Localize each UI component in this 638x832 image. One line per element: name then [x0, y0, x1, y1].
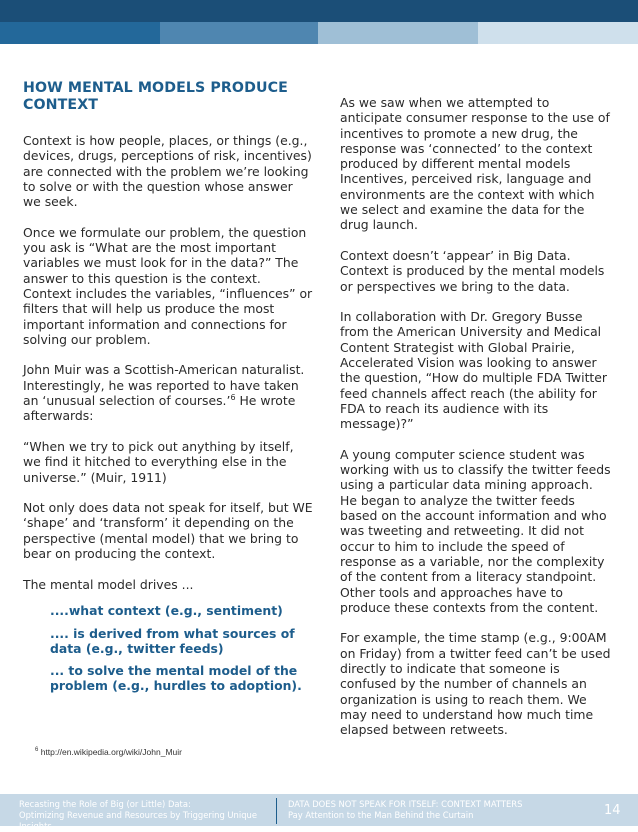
left-column	[23, 80, 313, 701]
header-bar-segment	[160, 22, 318, 44]
right-column	[340, 95, 612, 753]
paragraph-text: John Muir was a Scottish-American naturalist. Interestingly, he was reported to have taken an ‘unusual selection of courses.’	[23, 362, 305, 409]
footer-title-line: Recasting the Role of Big (or Little) Data:	[19, 799, 191, 809]
paragraph: As we saw when we attempted to anticipate consumer response to the use of incentives to promote a new drug, the response was ‘connected’ to the context produced by different mental models Incentives, perceived risk, language and environments are the context with which we select and examine the data for the drug launch.	[340, 95, 610, 233]
paragraph: In collaboration with Dr. Gregory Busse from the American University and Medical Content Strategist with Global Prairie, Accelerated Vision was looking to answer the question, “How do multiple FDA Twitter feed channels affect reach (the ability for FDA to reach its audience with its message)?”	[340, 309, 608, 432]
paragraph: A young computer science student was working with us to classify the twitter feeds using a particular data mining approach. He began to analyze the twitter feeds based on the account information and who was tweeting and retweeting. It did not occur to him to include the speed of response as a variable, nor the complexity of the content from a literacy standpoint. Other tools and approaches have to produce these contexts from the content.	[340, 446, 611, 615]
footer-divider	[276, 798, 277, 824]
header-bar-segment	[0, 0, 638, 22]
footnote-link[interactable]: http://en.wikipedia.org/wiki/John_Muir	[40, 747, 182, 757]
footer-chapter-line: DATA DOES NOT SPEAK FOR ITSELF: CONTEXT MATTERS	[288, 799, 523, 809]
header-bar-segment	[478, 22, 638, 44]
page-footer	[0, 794, 638, 831]
paragraph: Not only does data not speak for itself, but WE ‘shape’ and ‘transform’ it depending on the perspective (mental model) that we bring to bear on producing the context.	[23, 500, 313, 562]
paragraph: For example, the time stamp (e.g., 9:00AM on Friday) from a twitter feed can’t be used directly to indicate that someone is confused by the number of channels an organization is using to reach them. We may need to understand how much time elapsed between retweets.	[340, 630, 611, 738]
footer-title-line: Optimizing Revenue and Resources by Triggering Unique Insights	[19, 810, 257, 831]
drivers-list	[50, 603, 313, 693]
footnote-ref: 6	[230, 392, 236, 402]
driver-item: .... is derived from what sources of data (e.g., twitter feeds)	[50, 625, 295, 656]
header-bar-segment	[0, 22, 160, 44]
section-heading: HOW MENTAL MODELS PRODUCE CONTEXT	[23, 80, 288, 113]
driver-item: ....what context (e.g., sentiment)	[50, 603, 283, 619]
page-number: 14	[604, 803, 621, 818]
driver-item: ... to solve the mental model of the problem (e.g., hurdles to adoption).	[50, 663, 302, 694]
footer-chapter-line: Pay Attention to the Man Behind the Curtain	[288, 810, 474, 820]
footnote	[35, 747, 182, 757]
header-color-bar	[0, 0, 638, 44]
paragraph: Context doesn’t ‘appear’ in Big Data. Context is produced by the mental models or perspectives we bring to the data.	[340, 247, 605, 294]
footer-book-title	[19, 799, 269, 832]
quote: “When we try to pick out anything by itself, we find it hitched to everything else in the universe.” (Muir, 1911)	[23, 438, 294, 485]
paragraph: Once we formulate our problem, the question you ask is “What are the most important variables we must look for in the data?” The answer to this question is the context. Context includes the variables, “influences” or filters that will help us produce the most important information and connections for solving our problem.	[23, 224, 313, 347]
header-bar-segment	[318, 22, 478, 44]
paragraph-text: He wrote afterwards:	[23, 393, 296, 424]
footnote-number: 6	[35, 747, 39, 754]
paragraph: The mental model drives ...	[23, 576, 194, 592]
paragraph: Context is how people, places, or things (e.g., devices, drugs, perceptions of risk, incentives) are connected with the problem we’re looking to solve or with the question whose answer we seek.	[23, 133, 312, 210]
paragraph-muir	[23, 362, 313, 423]
footer-chapter-title	[288, 799, 548, 821]
